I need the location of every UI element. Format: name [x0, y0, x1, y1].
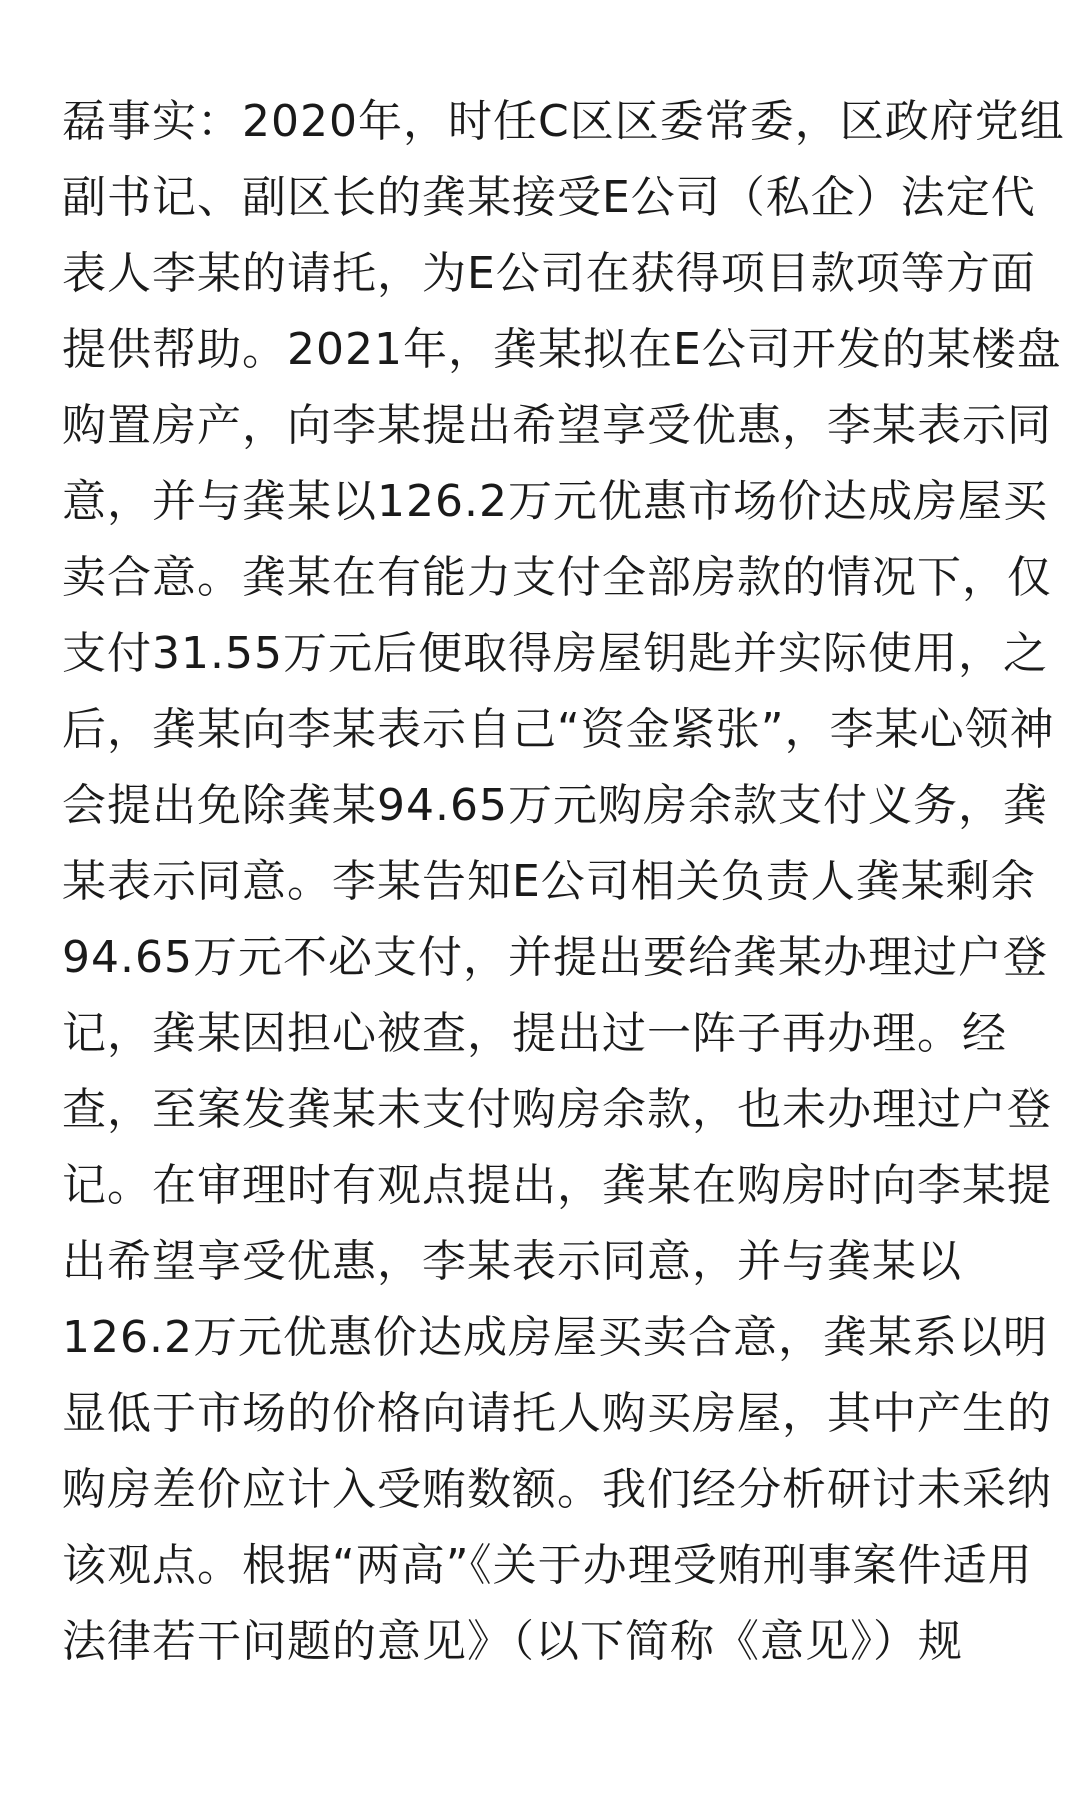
text-line-12: 94.65万元不必支付，并提出要给龚某办理过户登 — [62, 932, 1048, 983]
text-line-5: 购置房产，向李某提出希望享受优惠，李某表示同 — [62, 400, 1052, 451]
text-line-15: 记。在审理时有观点提出，龚某在购房时向李某提 — [62, 1160, 1052, 1211]
text-line-21: 法律若干问题的意见》（以下简称《意见》）规 — [62, 1616, 963, 1667]
text-line-6: 意，并与龚某以126.2万元优惠市场价达成房屋买 — [62, 476, 1048, 527]
text-line-14: 查，至案发龚某未支付购房余款，也未办理过户登 — [62, 1084, 1052, 1135]
text-line-8: 支付31.55万元后便取得房屋钥匙并实际使用，之 — [62, 628, 1048, 679]
text-line-2: 副书记、副区长的龚某接受E公司（私企）法定代 — [62, 172, 1036, 223]
text-line-11: 某表示同意。李某告知E公司相关负责人龚某剩余 — [62, 856, 1036, 907]
text-line-9: 后，龚某向李某表示自己“资金紧张”，李某心领神 — [62, 704, 1055, 755]
text-line-10: 会提出免除龚某94.65万元购房余款支付义务，龚 — [62, 780, 1048, 831]
text-line-1: 磊事实：2020年，时任C区区委常委，区政府党组 — [62, 96, 1065, 147]
text-line-4: 提供帮助。2021年，龚某拟在E公司开发的某楼盘 — [62, 324, 1062, 375]
text-line-16: 出希望享受优惠，李某表示同意，并与龚某以 — [62, 1236, 962, 1287]
text-line-7: 卖合意。龚某在有能力支付全部房款的情况下，仅 — [62, 552, 1052, 603]
article-body — [62, 84, 1065, 1680]
text-line-19: 购房差价应计入受贿数额。我们经分析研讨未采纳 — [62, 1464, 1052, 1515]
text-line-13: 记，龚某因担心被查，提出过一阵子再办理。经 — [62, 1008, 1007, 1059]
text-line-3: 表人李某的请托，为E公司在获得项目款项等方面 — [62, 248, 1036, 299]
text-line-20: 该观点。根据“两高”《关于办理受贿刑事案件适用 — [62, 1540, 1033, 1591]
text-line-18: 显低于市场的价格向请托人购买房屋，其中产生的 — [62, 1388, 1052, 1439]
text-line-17: 126.2万元优惠价达成房屋买卖合意，龚某系以明 — [62, 1312, 1048, 1363]
